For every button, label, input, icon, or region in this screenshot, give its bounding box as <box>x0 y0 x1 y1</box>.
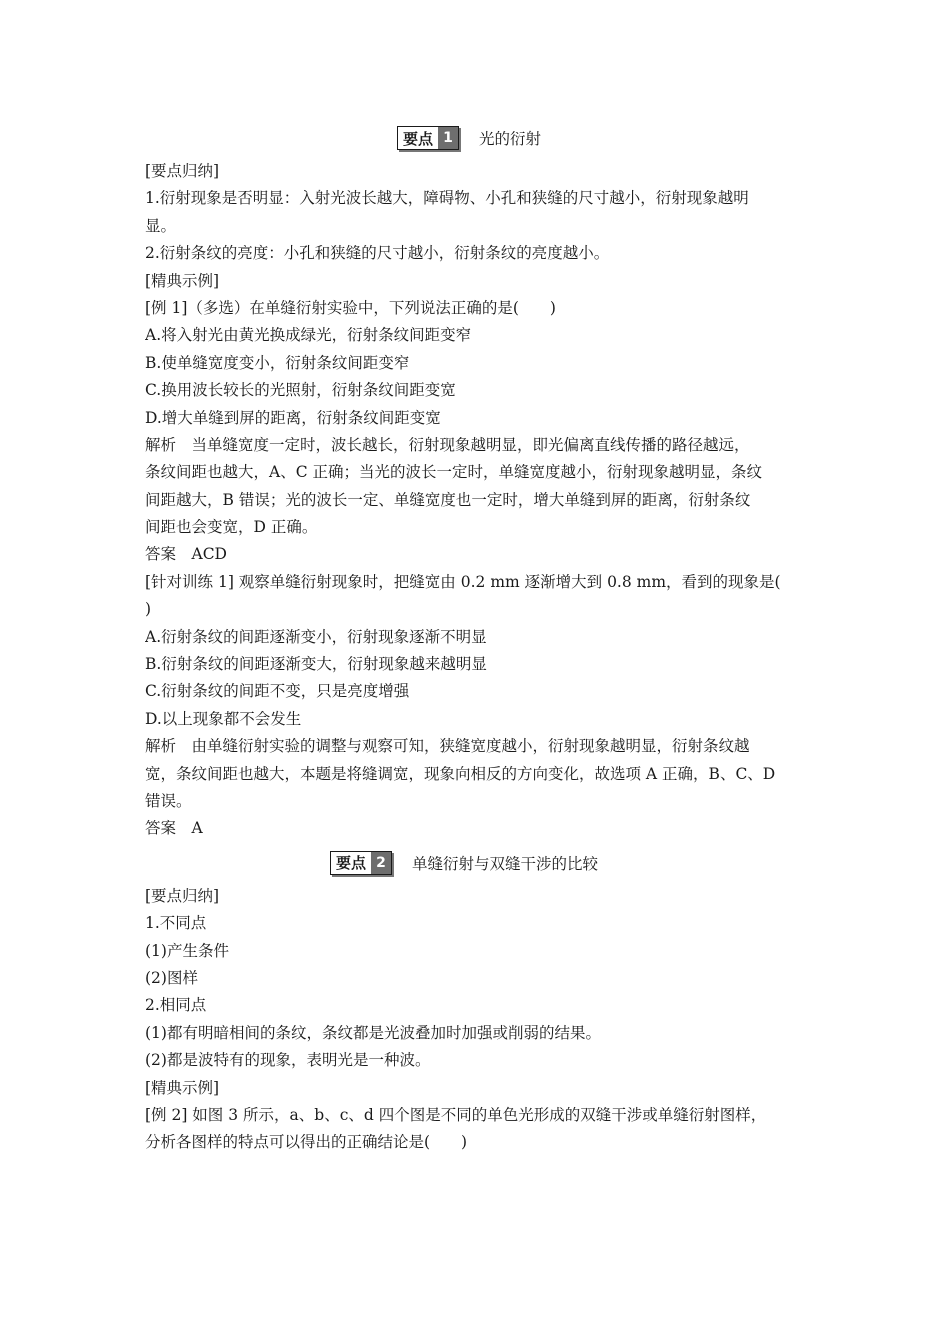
text-line: B.使单缝宽度变小，衍射条纹间距变窄 <box>145 353 410 372</box>
text-line: D.增大单缝到屏的距离，衍射条纹间距变宽 <box>145 408 441 427</box>
text-line: A.衍射条纹的间距逐渐变小，衍射现象逐渐不明显 <box>145 627 487 646</box>
text-line: [精典示例] <box>145 271 220 290</box>
text-line: 分析各图样的特点可以得出的正确结论是( ) <box>145 1133 468 1152</box>
text-line: [要点归纳] <box>145 162 220 180</box>
section-1-heading <box>397 118 810 158</box>
text-line: A.将入射光由黄光换成绿光，衍射条纹间距变窄 <box>145 326 472 345</box>
section-2-badge-label: 要点 <box>331 852 371 874</box>
text-line: D.以上现象都不会发生 <box>145 709 302 728</box>
text-line: [例 2] 如图 3 所示，a、b、c、d 四个图是不同的单色光形成的双缝干涉或单缝衍射图样， <box>145 1105 767 1124</box>
section-1-badge-label: 要点 <box>398 127 438 149</box>
section-1-body <box>145 158 810 843</box>
text-line: [针对训练 1] 观察单缝衍射现象时，把缝宽由 0.2 mm 逐渐增大到 0.8 mm，看到的现象是( <box>145 572 781 591</box>
text-line: 答案 A <box>145 819 203 838</box>
section-1-title: 光的衍射 <box>479 130 542 148</box>
text-line: [例 1]（多选）在单缝衍射实验中，下列说法正确的是( ) <box>145 298 556 317</box>
text-line: 解析 由单缝衍射实验的调整与观察可知，狭缝宽度越小，衍射现象越明显，衍射条纹越 <box>145 737 750 756</box>
text-line: ) <box>145 600 152 619</box>
text-line: B.衍射条纹的间距逐渐变大，衍射现象越来越明显 <box>145 655 487 674</box>
text-line: (1)产生条件 <box>145 941 229 960</box>
section-2-badge <box>330 851 392 875</box>
text-line: 错误。 <box>145 791 192 810</box>
text-line: 2.相同点 <box>145 996 207 1015</box>
text-line: 1.不同点 <box>145 914 207 933</box>
text-line: 1.衍射现象是否明显：入射光波长越大，障碍物、小孔和狭缝的尺寸越小，衍射现象越明 <box>145 189 749 208</box>
text-line: 答案 ACD <box>145 545 227 564</box>
section-2-title: 单缝衍射与双缝干涉的比较 <box>412 854 599 873</box>
section-2-body <box>145 883 810 1157</box>
text-line: 间距越大，B 错误；光的波长一定、单缝宽度也一定时，增大单缝到屏的距离，衍射条纹 <box>145 490 751 509</box>
text-line: 宽，条纹间距也越大，本题是将缝调宽，现象向相反的方向变化，故选项 A 正确，B、C、D <box>145 764 776 783</box>
text-line: 条纹间距也越大，A、C 正确；当光的波长一定时，单缝宽度越小，衍射现象越明显，条纹 <box>145 463 762 482</box>
text-line: [要点归纳] <box>145 886 220 905</box>
text-line: C.衍射条纹的间距不变，只是亮度增强 <box>145 682 410 701</box>
text-line: C.换用波长较长的光照射，衍射条纹间距变宽 <box>145 381 456 400</box>
text-line: [精典示例] <box>145 1078 220 1097</box>
text-line: 2.衍射条纹的亮度：小孔和狭缝的尺寸越小，衍射条纹的亮度越小。 <box>145 244 610 263</box>
document-page <box>145 118 810 1157</box>
text-line: 解析 当单缝宽度一定时，波长越长，衍射现象越明显，即光偏离直线传播的路径越远， <box>145 435 750 454</box>
text-line: 显。 <box>145 216 177 235</box>
text-line: 间距也会变宽，D 正确。 <box>145 518 318 537</box>
text-line: (2)图样 <box>145 968 198 987</box>
section-1-badge-number: 1 <box>438 127 458 149</box>
text-line: (2)都是波特有的现象，表明光是一种波。 <box>145 1051 431 1070</box>
section-2-badge-number: 2 <box>371 852 391 874</box>
section-1-badge <box>397 126 459 150</box>
section-2-heading <box>330 843 810 883</box>
text-line: (1)都有明暗相间的条纹，条纹都是光波叠加时加强或削弱的结果。 <box>145 1023 601 1042</box>
